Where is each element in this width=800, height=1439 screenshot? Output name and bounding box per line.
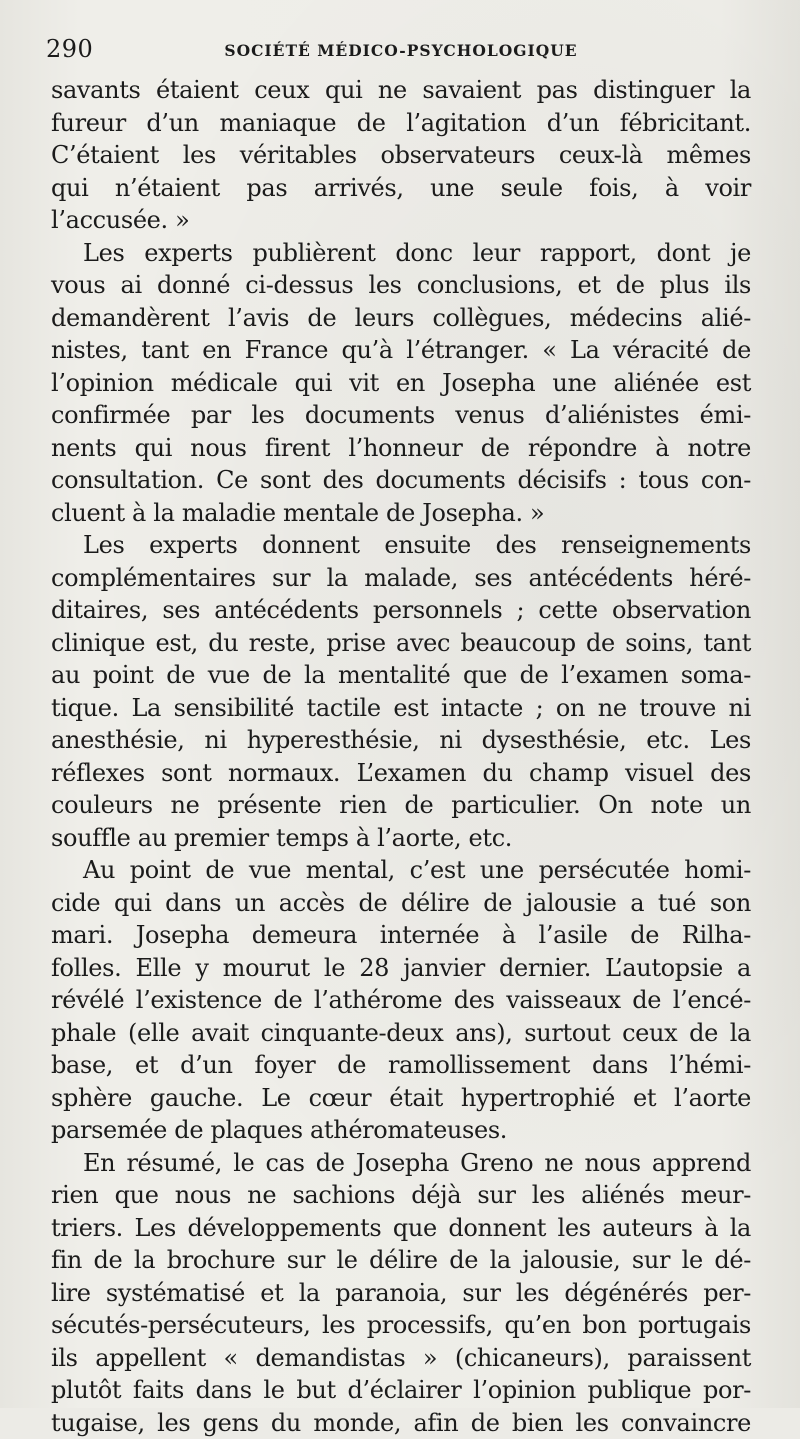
text-line: demandèrent l’avis de leurs collègues, médecins alié- (51, 302, 751, 335)
text-line: complémentaires sur la malade, ses antécédents héré- (51, 562, 751, 595)
page-header (46, 34, 756, 68)
text-line: mari. Josepha demeura internée à l’asile de Rilha- (51, 919, 751, 952)
text-line: folles. Elle y mourut le 28 janvier dernier. L’autopsie a (51, 952, 751, 985)
running-title: SOCIÉTÉ MÉDICO-PSYCHOLOGIQUE (46, 40, 756, 62)
text-line: En résumé, le cas de Josepha Greno ne nous apprend (51, 1147, 751, 1180)
text-line: fin de la brochure sur le délire de la jalousie, sur le dé- (51, 1244, 751, 1277)
text-line: plutôt faits dans le but d’éclairer l’opinion publique por- (51, 1374, 751, 1407)
body-text (51, 74, 751, 1439)
text-line: qui n’étaient pas arrivés, une seule fois, à voir (51, 172, 751, 205)
text-line: savants étaient ceux qui ne savaient pas distinguer la (51, 74, 751, 107)
text-line: souffle au premier temps à l’aorte, etc. (51, 822, 751, 855)
text-line: sécutés-persécuteurs, les processifs, qu’en bon portugais (51, 1309, 751, 1342)
text-line: au point de vue de la mentalité que de l’examen soma- (51, 659, 751, 692)
text-line: Les experts donnent ensuite des renseignements (51, 529, 751, 562)
text-line: nents qui nous firent l’honneur de répondre à notre (51, 432, 751, 465)
text-line: clinique est, du reste, prise avec beaucoup de soins, tant (51, 627, 751, 660)
text-line: lire systématisé et la paranoia, sur les dégénérés per- (51, 1277, 751, 1310)
text-line: l’opinion médicale qui vit en Josepha une aliénée est (51, 367, 751, 400)
text-line: base, et d’un foyer de ramollissement dans l’hémi- (51, 1049, 751, 1082)
text-line: nistes, tant en France qu’à l’étranger. « La véracité de (51, 334, 751, 367)
text-line: parsemée de plaques athéromateuses. (51, 1114, 751, 1147)
text-line: Au point de vue mental, c’est une persécutée homi- (51, 854, 751, 887)
text-line: consultation. Ce sont des documents décisifs : tous con- (51, 464, 751, 497)
text-line: l’accusée. » (51, 204, 751, 237)
text-line: rien que nous ne sachions déjà sur les aliénés meur- (51, 1179, 751, 1212)
text-line: ils appellent « demandistas » (chicaneurs), paraissent (51, 1342, 751, 1375)
text-line: Les experts publièrent donc leur rapport, dont je (51, 237, 751, 270)
text-line: couleurs ne présente rien de particulier. On note un (51, 789, 751, 822)
text-line: vous ai donné ci-dessus les conclusions, et de plus ils (51, 269, 751, 302)
text-line: tique. La sensibilité tactile est intacte ; on ne trouve ni (51, 692, 751, 725)
page-number: 290 (46, 34, 93, 64)
text-line: tugaise, les gens du monde, afin de bien les convaincre (51, 1407, 751, 1439)
text-line: ditaires, ses antécédents personnels ; cette observation (51, 594, 751, 627)
text-line: cide qui dans un accès de délire de jalousie a tué son (51, 887, 751, 920)
text-line: cluent à la maladie mentale de Josepha. » (51, 497, 751, 530)
text-line: fureur d’un maniaque de l’agitation d’un fébricitant. (51, 107, 751, 140)
text-line: confirmée par les documents venus d’aliénistes émi- (51, 399, 751, 432)
text-line: triers. Les développements que donnent les auteurs à la (51, 1212, 751, 1245)
text-line: réflexes sont normaux. L’examen du champ visuel des (51, 757, 751, 790)
text-line: anesthésie, ni hyperesthésie, ni dysesthésie, etc. Les (51, 724, 751, 757)
text-line: révélé l’existence de l’athérome des vaisseaux de l’encé- (51, 984, 751, 1017)
text-line: C’étaient les véritables observateurs ceux-là mêmes (51, 139, 751, 172)
text-line: phale (elle avait cinquante-deux ans), surtout ceux de la (51, 1017, 751, 1050)
text-line: sphère gauche. Le cœur était hypertrophié et l’aorte (51, 1082, 751, 1115)
